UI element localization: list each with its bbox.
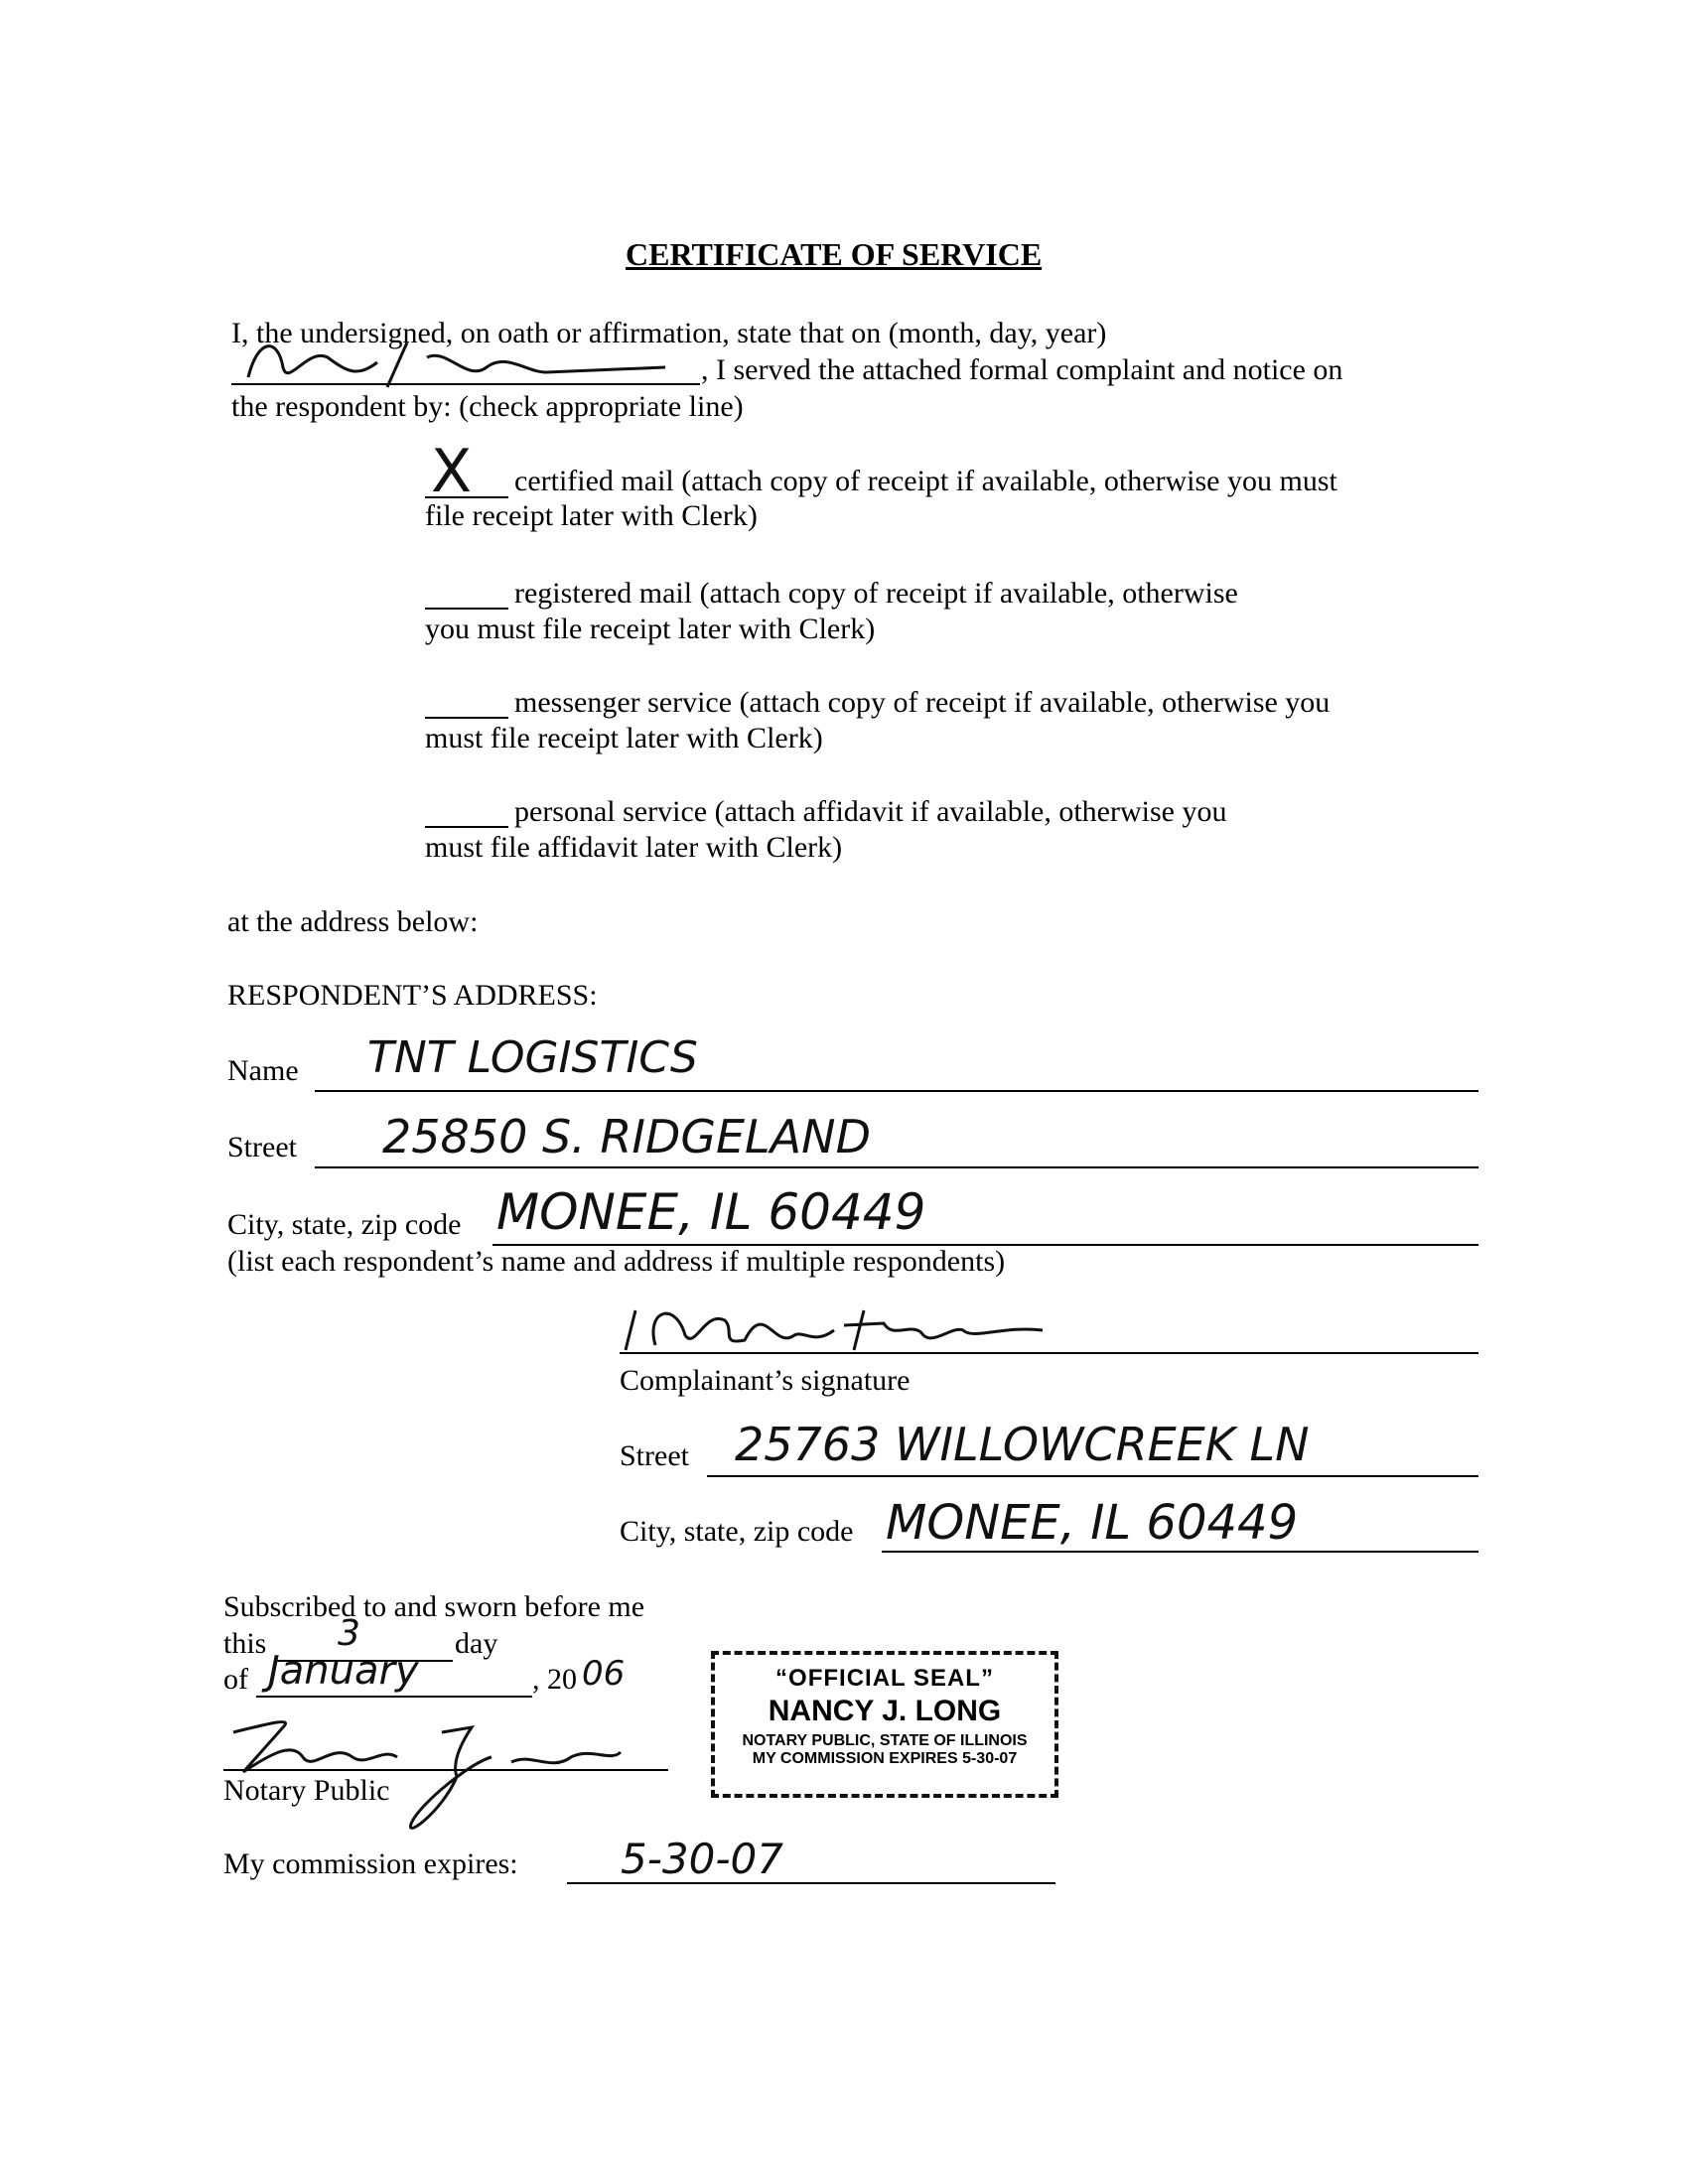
notary-year-prefix: , 20: [532, 1663, 577, 1696]
option-messenger-text-2: must file receipt later with Clerk): [425, 722, 823, 754]
respondent-city-value: MONEE, IL 60449: [496, 1183, 926, 1241]
complainant-city-label: City, state, zip code: [620, 1515, 854, 1548]
complainant-signature: [626, 1291, 1102, 1360]
seal-line-2: NANCY J. LONG: [768, 1695, 1002, 1727]
option-certified-mark[interactable]: [425, 437, 508, 506]
respondent-street-value: 25850 S. RIDGELAND: [382, 1110, 871, 1163]
notary-subscribed: Subscribed to and sworn before me: [223, 1590, 645, 1623]
complainant-street-value: 25763 WILLOWCREEK LN: [735, 1418, 1310, 1471]
respondent-city-label: City, state, zip code: [227, 1208, 462, 1241]
respondent-street-line[interactable]: [315, 1166, 1478, 1168]
respondent-heading: RESPONDENT’S ADDRESS:: [227, 979, 598, 1012]
multiple-respondents-note: (list each respondent’s name and address if multiple respondents): [227, 1245, 1006, 1278]
complainant-city-value: MONEE, IL 60449: [886, 1495, 1299, 1551]
commission-value: 5-30-07: [621, 1835, 783, 1883]
respondent-name-label: Name: [227, 1054, 299, 1087]
option-messenger-text-1: messenger service (attach copy of receipt if available, otherwise you: [514, 686, 1331, 719]
complainant-street-line[interactable]: [707, 1475, 1478, 1477]
seal-line-3: NOTARY PUBLIC, STATE OF ILLINOIS: [742, 1732, 1028, 1749]
complainant-street-label: Street: [620, 1439, 689, 1472]
notary-month-line[interactable]: [256, 1696, 532, 1698]
respondent-street-label: Street: [227, 1131, 297, 1163]
option-personal-text-2: must file affidavit later with Clerk): [425, 831, 843, 864]
option-registered-blank[interactable]: [425, 608, 508, 610]
notary-of-label: of: [223, 1663, 248, 1696]
complainant-signature-label: Complainant’s signature: [620, 1364, 911, 1397]
respondent-name-value: TNT LOGISTICS: [367, 1032, 698, 1083]
option-personal-blank[interactable]: [425, 826, 508, 828]
page-title: CERTIFICATE OF SERVICE: [626, 236, 1043, 272]
notary-this-label: this: [223, 1627, 267, 1660]
notary-public-label: Notary Public: [223, 1774, 390, 1807]
commission-label: My commission expires:: [223, 1847, 518, 1880]
seal-line-4: MY COMMISSION EXPIRES 5-30-07: [752, 1750, 1018, 1767]
intro-line-1: I, the undersigned, on oath or affirmation, state that on (month, day, year): [231, 317, 1107, 349]
respondent-name-line[interactable]: [315, 1090, 1478, 1092]
address-intro: at the address below:: [227, 905, 479, 938]
option-registered-text-1: registered mail (attach copy of receipt if available, otherwise: [514, 577, 1238, 610]
notary-day-value: 3: [338, 1613, 360, 1654]
option-registered-text-2: you must file receipt later with Clerk): [425, 613, 876, 645]
option-personal-text-1: personal service (attach affidavit if available, otherwise you: [514, 795, 1227, 828]
intro-line-3: the respondent by: (check appropriate line): [231, 390, 744, 423]
intro-line-2: , I served the attached formal complaint and notice on: [701, 353, 1343, 386]
notary-month-value: January: [268, 1648, 419, 1694]
notary-day-label: day: [455, 1627, 498, 1660]
notary-year-value: 06: [582, 1654, 626, 1694]
complainant-city-line[interactable]: [882, 1551, 1478, 1553]
check-mark: X: [431, 437, 473, 506]
option-messenger-blank[interactable]: [425, 717, 508, 719]
option-certified-text-2: file receipt later with Clerk): [425, 499, 758, 532]
option-certified-text-1: certified mail (attach copy of receipt if available, otherwise you must: [514, 465, 1337, 497]
seal-line-1: “OFFICIAL SEAL”: [775, 1665, 994, 1692]
service-date-scrawl: [238, 328, 695, 397]
official-seal-stamp: [711, 1651, 1058, 1798]
